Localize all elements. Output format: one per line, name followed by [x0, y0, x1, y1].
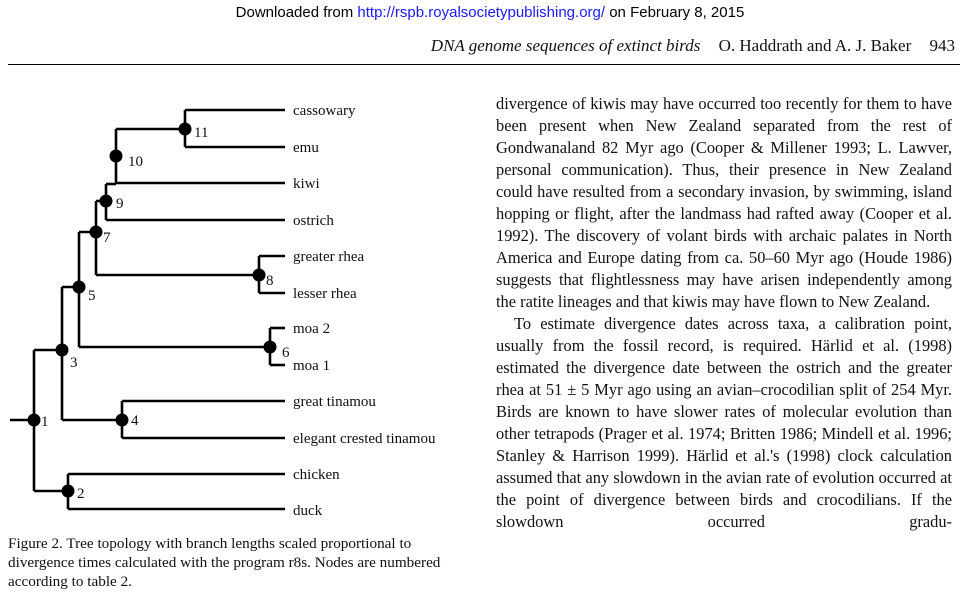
body-paragraph-1: divergence of kiwis may have occurred too recently for them to have been present when New Zealand separated from the rest of Gondwanaland 82 Myr ago (Cooper & Millener 1993; L. Lawver, personal communication). Thus, their presence in New Zealand could have resulted from a secondary invasion, by swimming, island hopping or flight, after the landmass had rafted away (Cooper et al. 1992). The discovery of volant birds with archaic palates in North America and Europe dating from ca. 50–60 Myr ago (Houde 1986) suggests that flightlessness may have arisen independently among the ratite lineages and that kiwis may have flown to New Zealand. — [496, 94, 952, 311]
banner-suffix: on February 8, 2015 — [605, 4, 745, 21]
node-9-dot — [100, 195, 113, 208]
taxon-label: moa 1 — [293, 358, 331, 374]
node-label-7: 7 — [103, 230, 111, 246]
figure-caption: Figure 2. Tree topology with branch lengths scaled proportional to divergence times calculated with the program r8s. Nodes are numbered according to table 2. — [8, 535, 441, 590]
node-label-11: 11 — [194, 125, 209, 141]
taxon-label: lesser rhea — [293, 286, 357, 302]
taxon-label: chicken — [293, 467, 340, 483]
node-label-9: 9 — [116, 196, 124, 212]
phylogenetic-tree-figure — [0, 90, 470, 530]
node-label-8: 8 — [266, 273, 274, 289]
body-paragraph-2: To estimate divergence dates across taxa, a calibration point, usually from the fossil record, is required. Härlid et al. (1998) estimated the divergence date between the ostrich and the greater rhea at 51 ± 5 Myr ago using an avian–crocodilian split of 254 Myr. Birds are known to have slower rates of molecular evolution than other tetrapods (Prager et al. 1974; Britten 1986; Mindell et al. 1996; Stanley & Harrison 1999). Härlid et al.'s (1998) clock calculation assumed that any slowdown in the avian rate of evolution occurred at the point of divergence between birds and crocodilians. If the slowdown occurred gradu- — [496, 314, 952, 531]
taxon-label: cassowary — [293, 103, 356, 119]
node-label-3: 3 — [70, 355, 78, 371]
node-8-dot — [253, 269, 266, 282]
tree-nodes — [28, 123, 277, 498]
tree-branches — [10, 110, 285, 509]
node-1-dot — [28, 414, 41, 427]
taxon-label: elegant crested tinamou — [293, 431, 436, 447]
taxon-label: moa 2 — [293, 321, 331, 337]
node-3-dot — [56, 344, 69, 357]
node-label-2: 2 — [77, 486, 85, 502]
banner-link[interactable]: http://rspb.royalsocietypublishing.org/ — [357, 4, 606, 21]
taxon-label: duck — [293, 503, 323, 519]
taxon-labels — [293, 103, 436, 519]
download-banner — [0, 4, 980, 21]
taxon-label: ostrich — [293, 213, 334, 229]
banner-prefix: Downloaded from — [235, 4, 358, 21]
authors: O. Haddrath and A. J. Baker — [718, 36, 912, 55]
node-2-dot — [62, 485, 75, 498]
taxon-label: emu — [293, 140, 319, 156]
node-6-dot — [264, 341, 277, 354]
node-label-10: 10 — [128, 154, 143, 170]
page-number: 943 — [929, 36, 955, 55]
body-text-column — [496, 93, 952, 533]
node-10-dot — [110, 150, 123, 163]
node-label-1: 1 — [41, 414, 49, 430]
running-header — [0, 36, 955, 56]
node-4-dot — [116, 414, 129, 427]
node-5-dot — [73, 281, 86, 294]
taxon-label: kiwi — [293, 176, 320, 192]
taxon-label: greater rhea — [293, 249, 365, 265]
journal-title: DNA genome sequences of extinct birds — [430, 36, 701, 55]
taxon-label: great tinamou — [293, 394, 376, 410]
node-11-dot — [179, 123, 192, 136]
node-label-5: 5 — [88, 288, 96, 304]
node-7-dot — [90, 226, 103, 239]
node-label-6: 6 — [282, 345, 290, 361]
node-label-4: 4 — [131, 413, 139, 429]
header-rule — [8, 64, 960, 65]
